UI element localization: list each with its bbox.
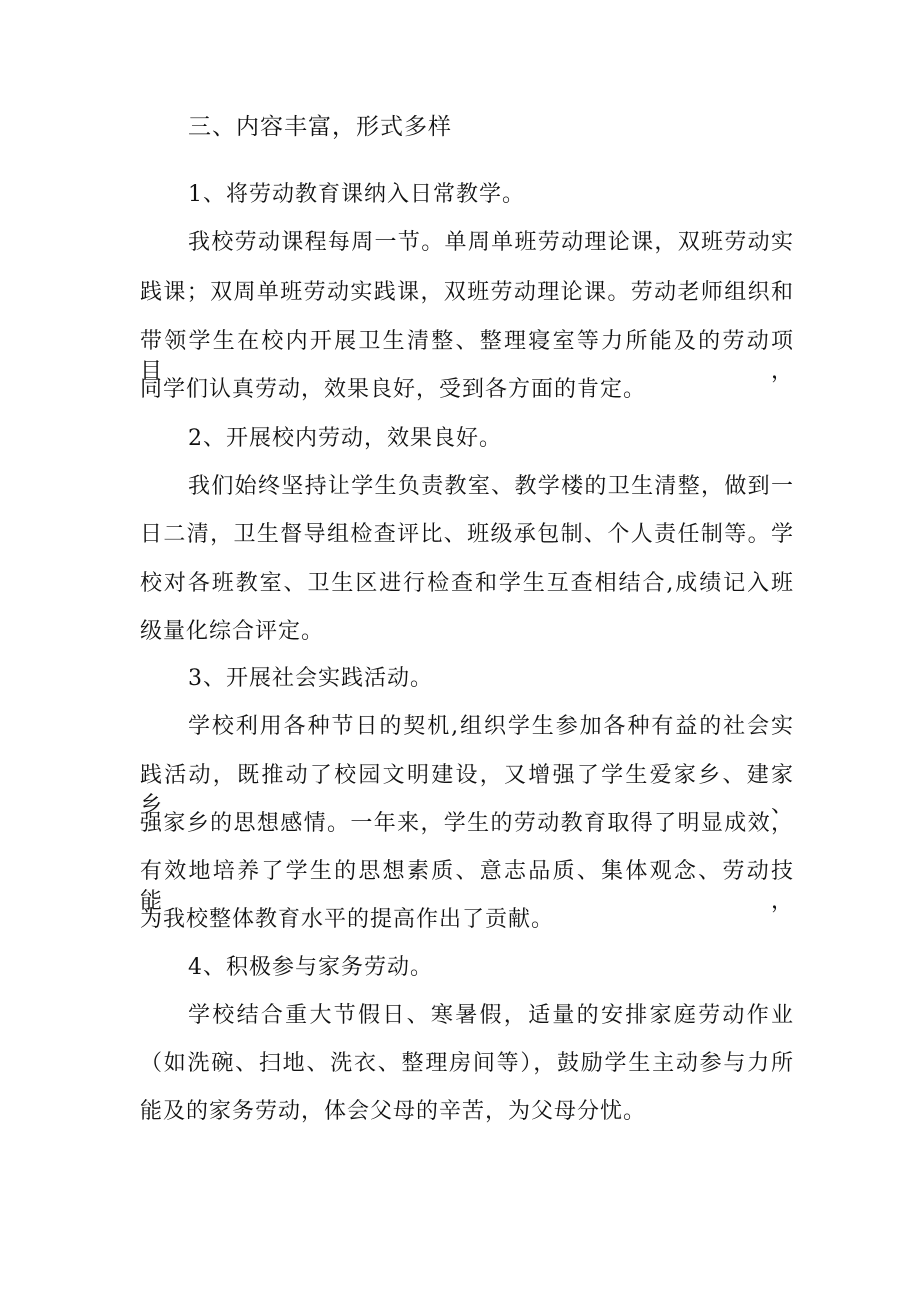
item-1-line-1: 我校劳动课程每周一节。单周单班劳动理论课，双班劳动实 (188, 230, 794, 255)
item-3-line-5: 为我校整体教育水平的提高作出了贡献。 (140, 907, 555, 932)
item-3-line-4: 有效地培养了学生的思想素质、意志品质、集体观念、劳动技能， (140, 859, 794, 914)
item-1-line-4: 同学们认真劳动，效果良好，受到各方面的肯定。 (140, 377, 647, 402)
item-4-line-2: （如洗碗、扫地、洗衣、整理房间等），鼓励学生主动参与力所 (140, 1051, 794, 1076)
item-4-line-3: 能及的家务劳动，体会父母的辛苦，为父母分忧。 (140, 1099, 647, 1124)
item-1-heading: 1、将劳动教育课纳入日常教学。 (188, 182, 525, 207)
item-3-line-2: 践活动，既推动了校园文明建设，又增强了学生爱家乡、建家乡、 (140, 763, 794, 818)
section-title: 三、内容丰富，形式多样 (188, 114, 452, 140)
item-1-line-3: 带领学生在校内开展卫生清整、整理寝室等力所能及的劳动项目， (140, 329, 794, 384)
item-4-heading: 4、积极参与家务劳动。 (188, 955, 433, 980)
item-4-line-1: 学校结合重大节假日、寒暑假，适量的安排家庭劳动作业 (188, 1003, 794, 1028)
item-2-line-3: 校对各班教室、卫生区进行检查和学生互查相结合,成绩记入班 (140, 571, 794, 596)
item-2-heading: 2、开展校内劳动，效果良好。 (188, 426, 502, 451)
item-3-line-1: 学校利用各种节日的契机,组织学生参加各种有益的社会实 (188, 714, 794, 739)
item-1-line-2: 践课；双周单班劳动实践课，双班劳动理论课。劳动老师组织和 (140, 280, 794, 305)
item-3-heading: 3、开展社会实践活动。 (188, 666, 433, 691)
item-2-line-4: 级量化综合评定。 (140, 619, 325, 644)
item-3-line-3: 强家乡的思想感情。一年来，学生的劳动教育取得了明显成效， (140, 811, 794, 836)
item-2-line-1: 我们始终坚持让学生负责教室、教学楼的卫生清整，做到一 (188, 474, 794, 499)
item-2-line-2: 日二清，卫生督导组检查评比、班级承包制、个人责任制等。学 (140, 522, 794, 547)
